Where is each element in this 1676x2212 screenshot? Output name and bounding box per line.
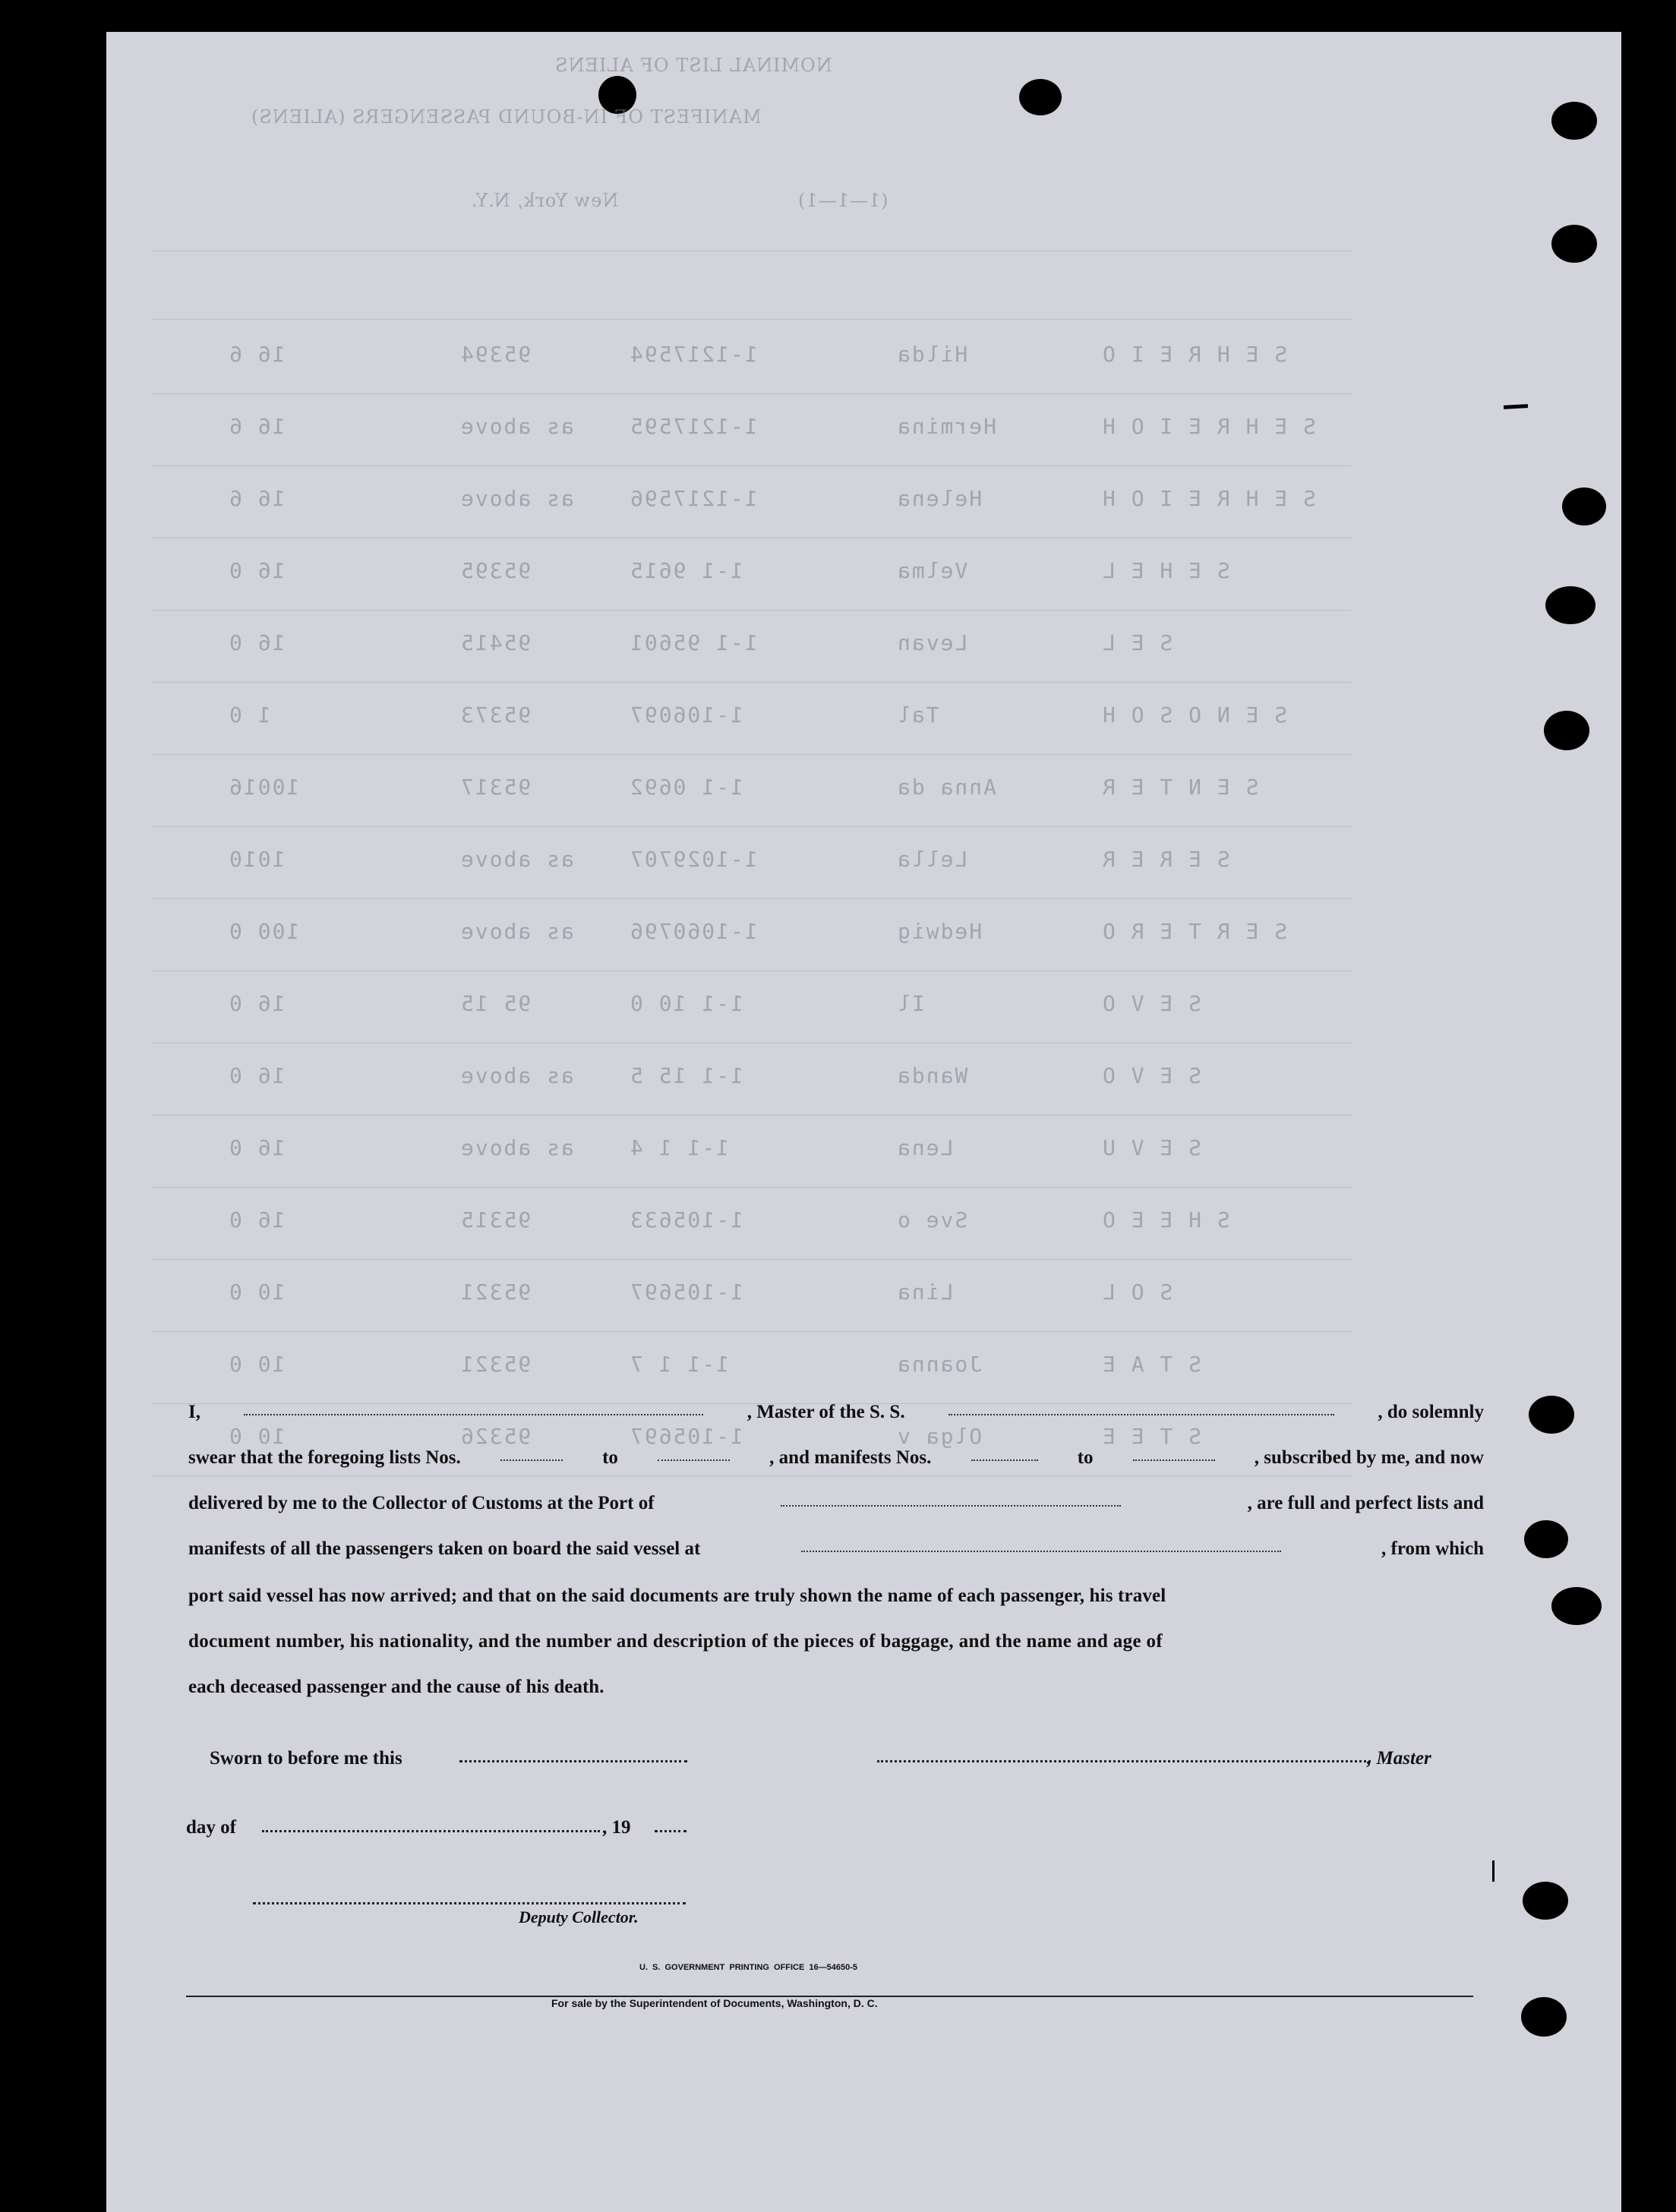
decl-text: , from which <box>1381 1538 1484 1559</box>
bleed-cell: Tal <box>896 702 939 727</box>
bleed-cell: as above <box>459 847 574 872</box>
manifests-from-field[interactable] <box>971 1447 1038 1461</box>
bleed-cell: 10 0 <box>228 1424 286 1449</box>
bleed-rule <box>152 319 1352 320</box>
bleed-cell: as above <box>459 486 574 511</box>
bleed-cell: 1-1 95601 <box>629 630 758 655</box>
bleed-row-rule <box>152 682 1352 683</box>
bleed-cell: Helena <box>896 486 983 511</box>
bleed-cell: 95321 <box>459 1280 532 1305</box>
declaration-line-2 <box>188 1447 1484 1469</box>
bleed-cell: Olga v <box>896 1424 983 1449</box>
decl-text: manifests of all the passengers taken on board the said vessel at <box>188 1538 701 1559</box>
bleed-cell: 1-1 9615 <box>629 558 743 583</box>
bleed-cell: 95326 <box>459 1424 532 1449</box>
bleed-cell: S H E E O <box>1101 1207 1230 1232</box>
master-name-field[interactable] <box>244 1402 703 1415</box>
bleed-cell: Velma <box>896 558 968 583</box>
bleed-cell: as above <box>459 1063 574 1088</box>
bleed-cell: 16 0 <box>228 1063 286 1088</box>
bleed-cell: Hedwig <box>896 919 983 944</box>
bleed-cell: as above <box>459 919 574 944</box>
declaration-line-4 <box>188 1538 1484 1560</box>
bleed-row-rule <box>152 1331 1352 1332</box>
bleed-cell: 10 0 <box>228 1352 286 1377</box>
bleed-cell: Lella <box>896 847 968 872</box>
vessel-name-field[interactable] <box>948 1402 1334 1415</box>
bleed-row-rule <box>152 970 1352 971</box>
boarding-port-field[interactable] <box>801 1538 1281 1552</box>
bleed-cell: Il <box>896 991 925 1016</box>
bleed-cell: S E V U <box>1101 1135 1202 1160</box>
bleed-cell: S E H E L <box>1101 558 1230 583</box>
decl-text: , and manifests Nos. <box>769 1447 932 1468</box>
bleed-cell: 16 0 <box>228 991 286 1016</box>
bleed-cell: 1-1 10 0 <box>629 991 743 1016</box>
bleed-cell: 1010 <box>228 847 286 872</box>
printer-imprint: U. S. GOVERNMENT PRINTING OFFICE 16—54650-5 <box>639 1963 858 1972</box>
bleed-cell: 1-1 1 4 <box>629 1135 730 1160</box>
bleed-cell: Wanda <box>896 1063 968 1088</box>
master-signature-field[interactable] <box>877 1760 1371 1762</box>
sale-notice: For sale by the Superintendent of Documents, Washington, D. C. <box>551 1997 878 2009</box>
port-field[interactable] <box>781 1493 1121 1507</box>
declaration-line-6: document number, his nationality, and the number and description of the pieces of baggage, and the name and age of <box>188 1631 1163 1652</box>
decl-text: to <box>602 1447 618 1468</box>
bleed-cell: Sve o <box>896 1207 968 1232</box>
bleed-cell: 16 6 <box>228 414 286 439</box>
decl-text: , subscribed by me, and now <box>1254 1447 1484 1468</box>
decl-text: I, <box>188 1402 200 1422</box>
bleed-cell: 16 0 <box>228 1207 286 1232</box>
decl-text: delivered by me to the Collector of Customs at the Port of <box>188 1493 655 1513</box>
binding-hole <box>1551 1587 1602 1625</box>
bleed-cell: S E V O <box>1101 1063 1202 1088</box>
bleed-cell: 1-105697 <box>629 1280 743 1305</box>
bleed-cell: 1-1 1 7 <box>629 1352 730 1377</box>
bleed-cell: 1-1217595 <box>629 414 758 439</box>
bleed-header-2: MANIFEST OF IN-BOUND PASSENGERS (ALIENS) <box>251 106 762 128</box>
bleed-cell: 16 0 <box>228 1135 286 1160</box>
bleed-cell: 95317 <box>459 775 532 800</box>
decl-text: to <box>1077 1447 1094 1468</box>
bleed-cell: 95373 <box>459 702 532 727</box>
bleed-cell: 1-1060796 <box>629 919 758 944</box>
decl-text: swear that the foregoing lists Nos. <box>188 1447 461 1468</box>
year-label: , 19 <box>602 1817 631 1838</box>
lists-to-field[interactable] <box>658 1447 730 1461</box>
declaration-line-5: port said vessel has now arrived; and that on the said documents are truly shown the name of each passenger, his travel <box>188 1586 1166 1606</box>
bleed-cell: S E N O S O H <box>1101 702 1288 727</box>
bleed-cell: 1-1 15 5 <box>629 1063 743 1088</box>
binding-hole <box>1544 711 1589 750</box>
bleed-cell: 16 0 <box>228 558 286 583</box>
bleed-cell: S E R T E R O <box>1101 919 1288 944</box>
bleed-row-rule <box>152 754 1352 755</box>
bleed-cell: 1-106097 <box>629 702 743 727</box>
bleed-row-rule <box>152 393 1352 394</box>
bleed-cell: 95 15 <box>459 991 532 1016</box>
bleed-cell: 95394 <box>459 342 532 367</box>
bleed-cell: 1-1217594 <box>629 342 758 367</box>
bleed-row-rule <box>152 1259 1352 1260</box>
bleed-cell: 10 0 <box>228 1280 286 1305</box>
bleed-cell: 16 0 <box>228 630 286 655</box>
bleed-cell: Hilda <box>896 342 968 367</box>
decl-text: , are full and perfect lists and <box>1247 1493 1484 1513</box>
bleed-header-1: NOMINAL LIST OF ALIENS <box>554 55 832 76</box>
bleed-cell: S E R E R <box>1101 847 1230 872</box>
bleed-cell: 95415 <box>459 630 532 655</box>
bleed-cell: 1-105697 <box>629 1424 743 1449</box>
bleed-cell: 16 6 <box>228 342 286 367</box>
bleed-row-rule <box>152 610 1352 611</box>
bleed-row-rule <box>152 826 1352 827</box>
bleed-cell: Levan <box>896 630 968 655</box>
bleed-cell: 95395 <box>459 558 532 583</box>
bleed-cell: 1-1217596 <box>629 486 758 511</box>
binding-hole <box>1529 1396 1574 1434</box>
bleed-cell: S T E E <box>1101 1424 1202 1449</box>
year-field[interactable] <box>655 1830 686 1832</box>
bleed-cell: Anna da <box>896 775 997 800</box>
bleed-row-rule <box>152 1187 1352 1188</box>
bleed-cell: S E H R E I O H <box>1101 486 1316 511</box>
day-of-field[interactable] <box>262 1830 600 1832</box>
bleed-cell: S O L <box>1101 1280 1173 1305</box>
binding-hole <box>1521 1997 1567 2037</box>
binding-hole <box>1545 586 1596 624</box>
bleed-cell: S E N T E R <box>1101 775 1259 800</box>
bleed-cell: 1-105633 <box>629 1207 743 1232</box>
bleed-cell: Lina <box>896 1280 954 1305</box>
manifest-page <box>106 32 1621 2212</box>
bleed-cell: S E H R E I O H <box>1101 414 1316 439</box>
bleed-cell: 1-1 0692 <box>629 775 743 800</box>
bleed-cell: 1-1029707 <box>629 847 758 872</box>
lists-from-field[interactable] <box>500 1447 563 1461</box>
bleed-cell: S E H R E I O <box>1101 342 1288 367</box>
bleed-row-rule <box>152 465 1352 466</box>
bleed-header-4: (1—1—1) <box>797 190 889 211</box>
bleed-row-rule <box>152 898 1352 899</box>
bleed-cell: S E L <box>1101 630 1173 655</box>
bleed-cell: 1 0 <box>228 702 271 727</box>
binding-hole <box>1562 488 1606 525</box>
bleed-row-rule <box>152 1475 1352 1476</box>
bleed-cell: 16 6 <box>228 486 286 511</box>
master-label: , Master <box>1367 1748 1431 1769</box>
decl-text: , do solemnly <box>1378 1402 1484 1422</box>
binding-hole <box>1551 225 1597 263</box>
bleed-header-3: New York, N.Y. <box>471 190 619 211</box>
declaration-line-1 <box>188 1402 1484 1423</box>
bleed-cell: 100 0 <box>228 919 300 944</box>
punch-hole <box>1019 79 1062 115</box>
bleed-cell: Hermina <box>896 414 997 439</box>
declaration-line-7: each deceased passenger and the cause of his death. <box>188 1677 604 1697</box>
bleed-cell: as above <box>459 414 574 439</box>
bleed-cell: 95315 <box>459 1207 532 1232</box>
binding-hole <box>1524 1520 1568 1558</box>
bleed-cell: 95321 <box>459 1352 532 1377</box>
declaration-line-3 <box>188 1493 1484 1514</box>
deputy-label: Deputy Collector. <box>519 1907 639 1926</box>
binding-hole <box>1551 102 1597 140</box>
bleed-cell: Joanna <box>896 1352 983 1377</box>
sworn-date-field[interactable] <box>459 1760 687 1762</box>
bleed-cell: S T A E <box>1101 1352 1202 1377</box>
bleed-cell: Lena <box>896 1135 954 1160</box>
binding-hole <box>1523 1882 1568 1920</box>
bleed-cell: 10016 <box>228 775 300 800</box>
decl-text: , Master of the S. S. <box>746 1402 905 1422</box>
sworn-label: Sworn to before me this <box>210 1748 402 1769</box>
bleed-cell: S E V O <box>1101 991 1202 1016</box>
manifests-to-field[interactable] <box>1133 1447 1215 1461</box>
bleed-cell: as above <box>459 1135 574 1160</box>
deputy-signature-field[interactable] <box>253 1902 686 1904</box>
tick-mark <box>1492 1860 1495 1882</box>
day-of-label: day of <box>186 1817 236 1838</box>
